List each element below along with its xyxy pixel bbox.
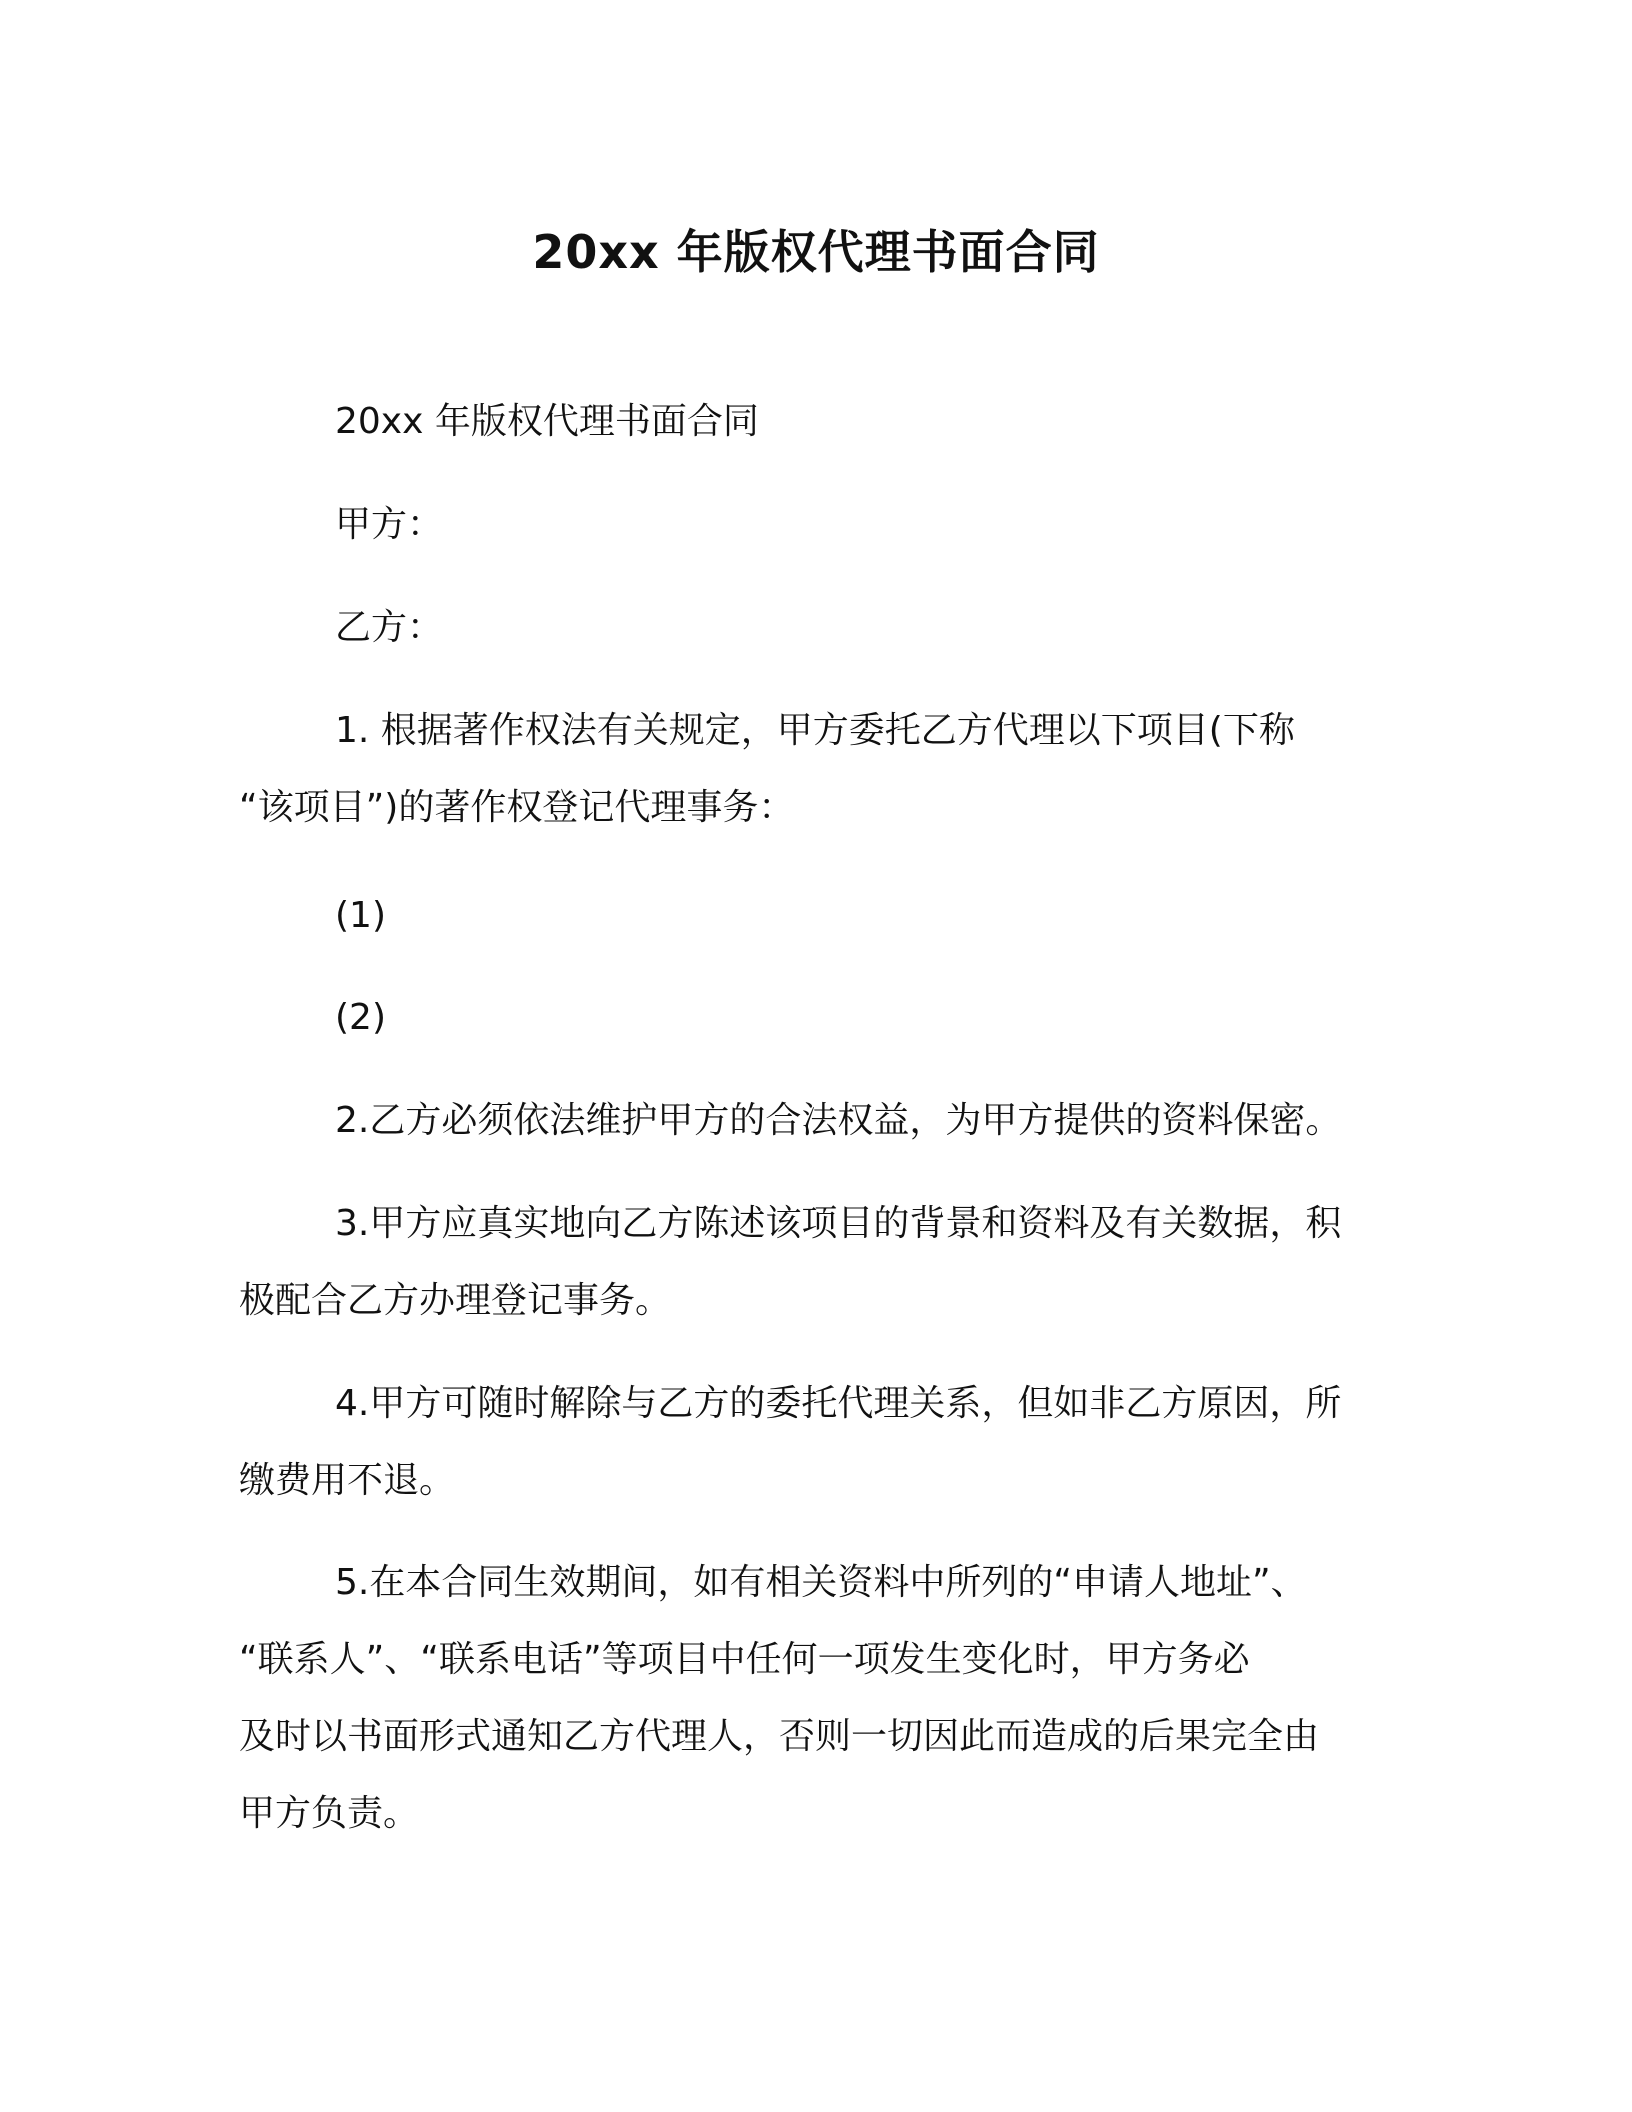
clause-2-line-1: 2.乙方必须依法维护甲方的合法权益，为甲方提供的资料保密。 [335, 1100, 1342, 1141]
party-a-label: 甲方： [335, 504, 444, 545]
item-1-label: (1) [335, 895, 386, 936]
item-2-label: (2) [335, 997, 386, 1038]
clause-3-line-1: 3.甲方应真实地向乙方陈述该项目的背景和资料及有关数据，积 [335, 1203, 1342, 1244]
clause-5-line-4: 甲方负责。 [239, 1793, 420, 1834]
clause-5-line-1: 5.在本合同生效期间，如有相关资料中所列的“申请人地址”、 [335, 1562, 1307, 1603]
clause-4-line-1: 4.甲方可随时解除与乙方的委托代理关系，但如非乙方原因，所 [335, 1383, 1342, 1424]
clause-5-line-3: 及时以书面形式通知乙方代理人，否则一切因此而造成的后果完全由 [239, 1716, 1320, 1757]
contract-subtitle: 20xx 年版权代理书面合同 [335, 401, 759, 442]
clause-1-line-2: “该项目”)的著作权登记代理事务： [239, 787, 795, 828]
clause-3-line-2: 极配合乙方办理登记事务。 [239, 1280, 672, 1321]
document-title: 20xx 年版权代理书面合同 [532, 225, 1100, 279]
party-b-label: 乙方： [335, 607, 444, 648]
clause-5-line-2: “联系人”、“联系电话”等项目中任何一项发生变化时，甲方务必 [239, 1639, 1250, 1680]
clause-1-line-1: 1. 根据著作权法有关规定，甲方委托乙方代理以下项目(下称 [335, 710, 1295, 751]
clause-4-line-2: 缴费用不退。 [239, 1460, 456, 1501]
